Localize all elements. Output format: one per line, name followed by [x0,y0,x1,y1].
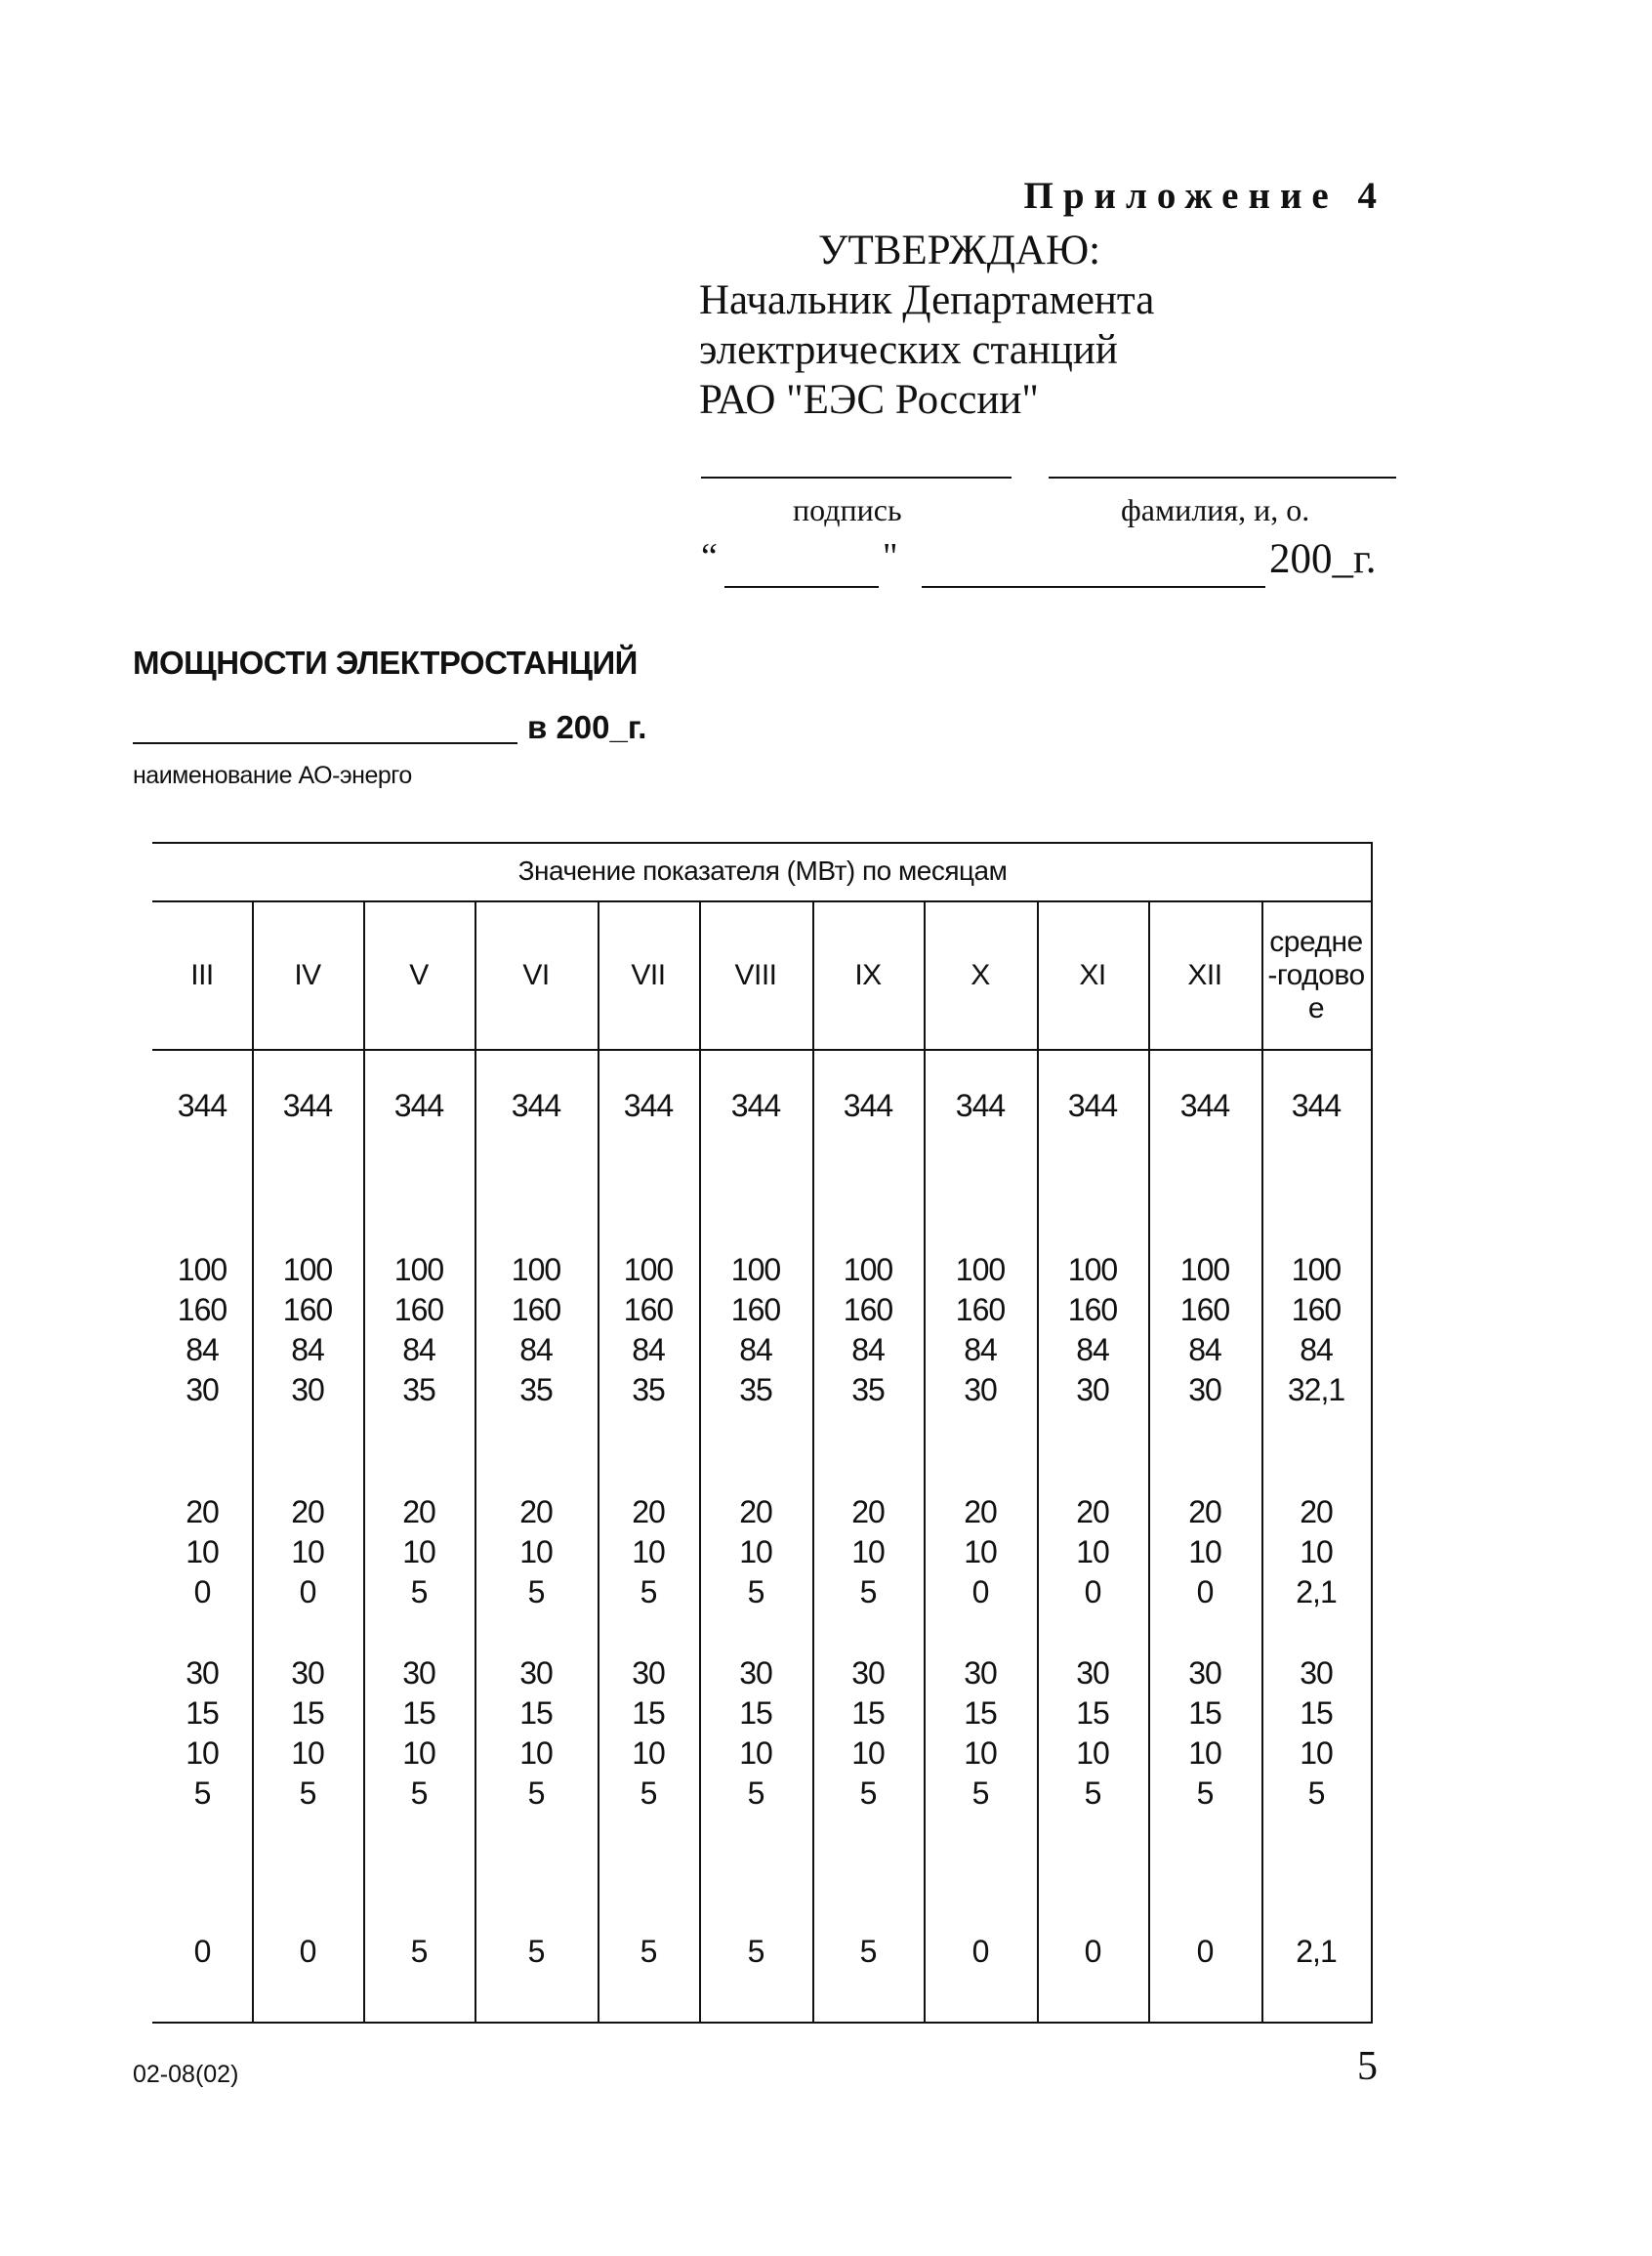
table-cell: 30 [1188,1655,1221,1691]
column-divider [252,900,254,2024]
table-cell: 0 [1084,1934,1101,1969]
table-cell: 344 [843,1088,893,1123]
table-cell: 20 [402,1494,435,1529]
table-cell: 160 [1291,1292,1342,1327]
table-cell: 84 [964,1332,997,1367]
table-cell: 100 [730,1252,781,1287]
column-header: IV [294,959,321,991]
table-cell: 5 [299,1776,316,1811]
table-cell: 30 [964,1655,997,1691]
org-name-line [133,742,517,744]
table-cell: 84 [519,1332,553,1367]
table-cell: 84 [402,1332,435,1367]
table-cell: 30 [402,1655,435,1691]
table-cell: 15 [964,1695,997,1731]
table-cell: 10 [964,1534,997,1569]
year-label: в 200_г. [527,709,647,745]
table-cell: 10 [964,1735,997,1771]
table-cell: 160 [623,1292,674,1327]
table-cell: 10 [851,1735,885,1771]
approver-line-1: Начальник Департамента [699,277,1155,323]
table-cell: 20 [186,1494,219,1529]
table-cell: 10 [1076,1735,1109,1771]
table-cell: 344 [623,1088,674,1123]
column-divider [699,900,701,2024]
table-cell: 10 [739,1735,772,1771]
table-cell: 20 [632,1494,665,1529]
table-cell: 30 [851,1655,885,1691]
table-column [1261,842,1371,2024]
table-cell: 0 [971,1574,989,1609]
table-cell: 100 [393,1252,444,1287]
table-cell: 30 [1300,1655,1333,1691]
name-label: фамилия, и, о. [1121,492,1310,527]
table-column [1148,842,1261,2024]
table-cell: 344 [282,1088,333,1123]
table-cell: 0 [971,1934,989,1969]
capacity-table [152,842,1373,2024]
table-column [252,842,363,2024]
table-cell: 5 [640,1574,657,1609]
table-cell: 10 [1300,1534,1333,1569]
table-cell: 5 [527,1574,545,1609]
table-cell: 5 [527,1776,545,1811]
column-header: IX [854,959,882,991]
table-right-border [1371,842,1373,2024]
table-column [152,842,252,2024]
table-cell: 160 [1067,1292,1118,1327]
table-caption: Значение показателя (МВт) по месяцам [517,856,1008,886]
table-cell: 100 [843,1252,893,1287]
table-cell: 10 [519,1735,553,1771]
table-cell: 160 [177,1292,227,1327]
table-cell: 30 [186,1655,219,1691]
column-divider [924,900,926,2024]
table-cell: 344 [511,1088,561,1123]
table-cell: 84 [1076,1332,1109,1367]
table-cell: 84 [739,1332,772,1367]
table-cell: 10 [291,1735,324,1771]
table-cell: 30 [739,1655,772,1691]
table-cell: 10 [739,1534,772,1569]
table-cell: 5 [747,1574,764,1609]
table-cell: 84 [632,1332,665,1367]
table-cell: 15 [291,1695,324,1731]
table-cell: 160 [955,1292,1006,1327]
table-cell: 344 [955,1088,1006,1123]
table-cell: 20 [739,1494,772,1529]
table-cell: 10 [632,1735,665,1771]
table-cell: 15 [739,1695,772,1731]
table-cell: 15 [402,1695,435,1731]
name-line [1049,477,1396,479]
table-cell: 15 [1076,1695,1109,1731]
table-cell: 84 [186,1332,219,1367]
table-cell: 160 [511,1292,561,1327]
column-header: III [190,959,214,991]
table-cell: 0 [1084,1574,1101,1609]
column-header: средне-годовое [1267,926,1365,1024]
table-cell: 160 [393,1292,444,1327]
table-cell: 160 [843,1292,893,1327]
table-cell: 35 [402,1372,435,1407]
table-cell: 15 [186,1695,219,1731]
table-cell: 30 [1188,1372,1221,1407]
appendix-label: Приложение 4 [1023,175,1386,217]
date-close-quote: " [883,536,898,577]
table-cell: 5 [747,1776,764,1811]
approve-label: УТВЕРЖДАЮ: [818,228,1101,273]
table-cell: 0 [1196,1574,1214,1609]
table-cell: 10 [186,1735,219,1771]
table-cell: 0 [193,1934,211,1969]
table-cell: 10 [1188,1534,1221,1569]
table-cell: 344 [730,1088,781,1123]
table-cell: 5 [410,1574,428,1609]
table-cell: 30 [186,1372,219,1407]
table-cell: 20 [1300,1494,1333,1529]
table-cell: 5 [1196,1776,1214,1811]
table-cell: 100 [1291,1252,1342,1287]
table-cell: 100 [1179,1252,1230,1287]
table-cell: 30 [291,1655,324,1691]
column-header: XI [1079,959,1106,991]
approval-date [701,535,1396,594]
table-column [598,842,699,2024]
table-cell: 5 [859,1574,877,1609]
table-cell: 84 [851,1332,885,1367]
table-cell: 344 [1067,1088,1118,1123]
table-cell: 5 [527,1934,545,1969]
column-header: VII [631,959,666,991]
table-cell: 160 [1179,1292,1230,1327]
table-cell: 5 [1084,1776,1101,1811]
table-cell: 5 [410,1934,428,1969]
column-header: X [971,959,990,991]
table-cell: 10 [1300,1735,1333,1771]
table-cell: 5 [640,1776,657,1811]
table-cell: 35 [851,1372,885,1407]
table-cell: 0 [299,1934,316,1969]
table-cell: 30 [1076,1372,1109,1407]
date-day-line [724,586,879,588]
table-cell: 84 [291,1332,324,1367]
table-cell: 344 [1291,1088,1342,1123]
table-cell: 5 [193,1776,211,1811]
org-caption: наименование АО-энерго [133,762,412,789]
table-cell: 35 [739,1372,772,1407]
table-cell: 10 [402,1735,435,1771]
table-cell: 5 [747,1934,764,1969]
table-cell: 15 [1300,1695,1333,1731]
table-cell: 15 [519,1695,553,1731]
table-cell: 30 [291,1372,324,1407]
table-cell: 15 [851,1695,885,1731]
table-cell: 30 [519,1655,553,1691]
column-divider [475,900,476,2024]
date-month-line [922,586,1265,588]
form-code: 02-08(02) [133,2061,239,2088]
table-cell: 10 [402,1534,435,1569]
document-title: МОЩНОСТИ ЭЛЕКТРОСТАНЦИЙ [133,645,638,681]
table-cell: 5 [859,1934,877,1969]
table-column [1037,842,1148,2024]
table-column [924,842,1037,2024]
page-number: 5 [1357,2044,1378,2089]
column-header: VIII [734,959,777,991]
table-column [699,842,812,2024]
table-cell: 100 [282,1252,333,1287]
column-divider [598,900,599,2024]
table-cell: 84 [1188,1332,1221,1367]
table-column [812,842,924,2024]
table-cell: 10 [1076,1534,1109,1569]
table-cell: 10 [519,1534,553,1569]
column-header: VI [522,959,550,991]
table-cell: 20 [1076,1494,1109,1529]
date-open-quote: “ [701,536,718,577]
table-cell: 344 [177,1088,227,1123]
table-cell: 35 [632,1372,665,1407]
date-year-suffix: 200_г. [1269,536,1377,582]
table-cell: 15 [1188,1695,1221,1731]
table-cell: 20 [1188,1494,1221,1529]
column-divider [1037,900,1039,2024]
table-cell: 84 [1300,1332,1333,1367]
table-cell: 5 [1307,1776,1325,1811]
table-cell: 100 [177,1252,227,1287]
signature-line [701,477,1012,479]
table-cell: 30 [632,1655,665,1691]
column-divider [812,900,814,2024]
table-cell: 5 [640,1934,657,1969]
table-cell: 160 [282,1292,333,1327]
approver-line-3: РАО "ЕЭС России" [699,377,1039,423]
table-cell: 10 [851,1534,885,1569]
table-cell: 32,1 [1287,1372,1345,1407]
table-cell: 0 [1196,1934,1214,1969]
column-divider [1261,900,1263,2024]
table-cell: 30 [964,1372,997,1407]
column-divider [1148,900,1150,2024]
table-cell: 2,1 [1296,1934,1337,1969]
table-cell: 100 [955,1252,1006,1287]
table-cell: 10 [632,1534,665,1569]
table-cell: 160 [730,1292,781,1327]
table-cell: 20 [291,1494,324,1529]
table-cell: 0 [299,1574,316,1609]
table-column [363,842,475,2024]
table-cell: 10 [291,1534,324,1569]
approver-line-2: электрических станций [699,327,1118,373]
approver-title [699,275,1154,425]
signature-label: подпись [793,492,902,527]
table-cell: 30 [1076,1655,1109,1691]
column-header: XII [1187,959,1222,991]
table-cell: 20 [519,1494,553,1529]
column-divider [363,900,365,2024]
table-cell: 2,1 [1296,1574,1337,1609]
table-cell: 100 [511,1252,561,1287]
table-cell: 20 [851,1494,885,1529]
table-column [475,842,598,2024]
table-cell: 20 [964,1494,997,1529]
table-cell: 344 [1179,1088,1230,1123]
table-cell: 5 [859,1776,877,1811]
table-cell: 100 [623,1252,674,1287]
table-cell: 5 [410,1776,428,1811]
table-cell: 10 [186,1534,219,1569]
table-cell: 0 [193,1574,211,1609]
table-cell: 10 [1188,1735,1221,1771]
table-cell: 35 [519,1372,553,1407]
table-cell: 5 [971,1776,989,1811]
column-header: V [409,959,429,991]
table-cell: 344 [393,1088,444,1123]
table-cell: 100 [1067,1252,1118,1287]
table-cell: 15 [632,1695,665,1731]
